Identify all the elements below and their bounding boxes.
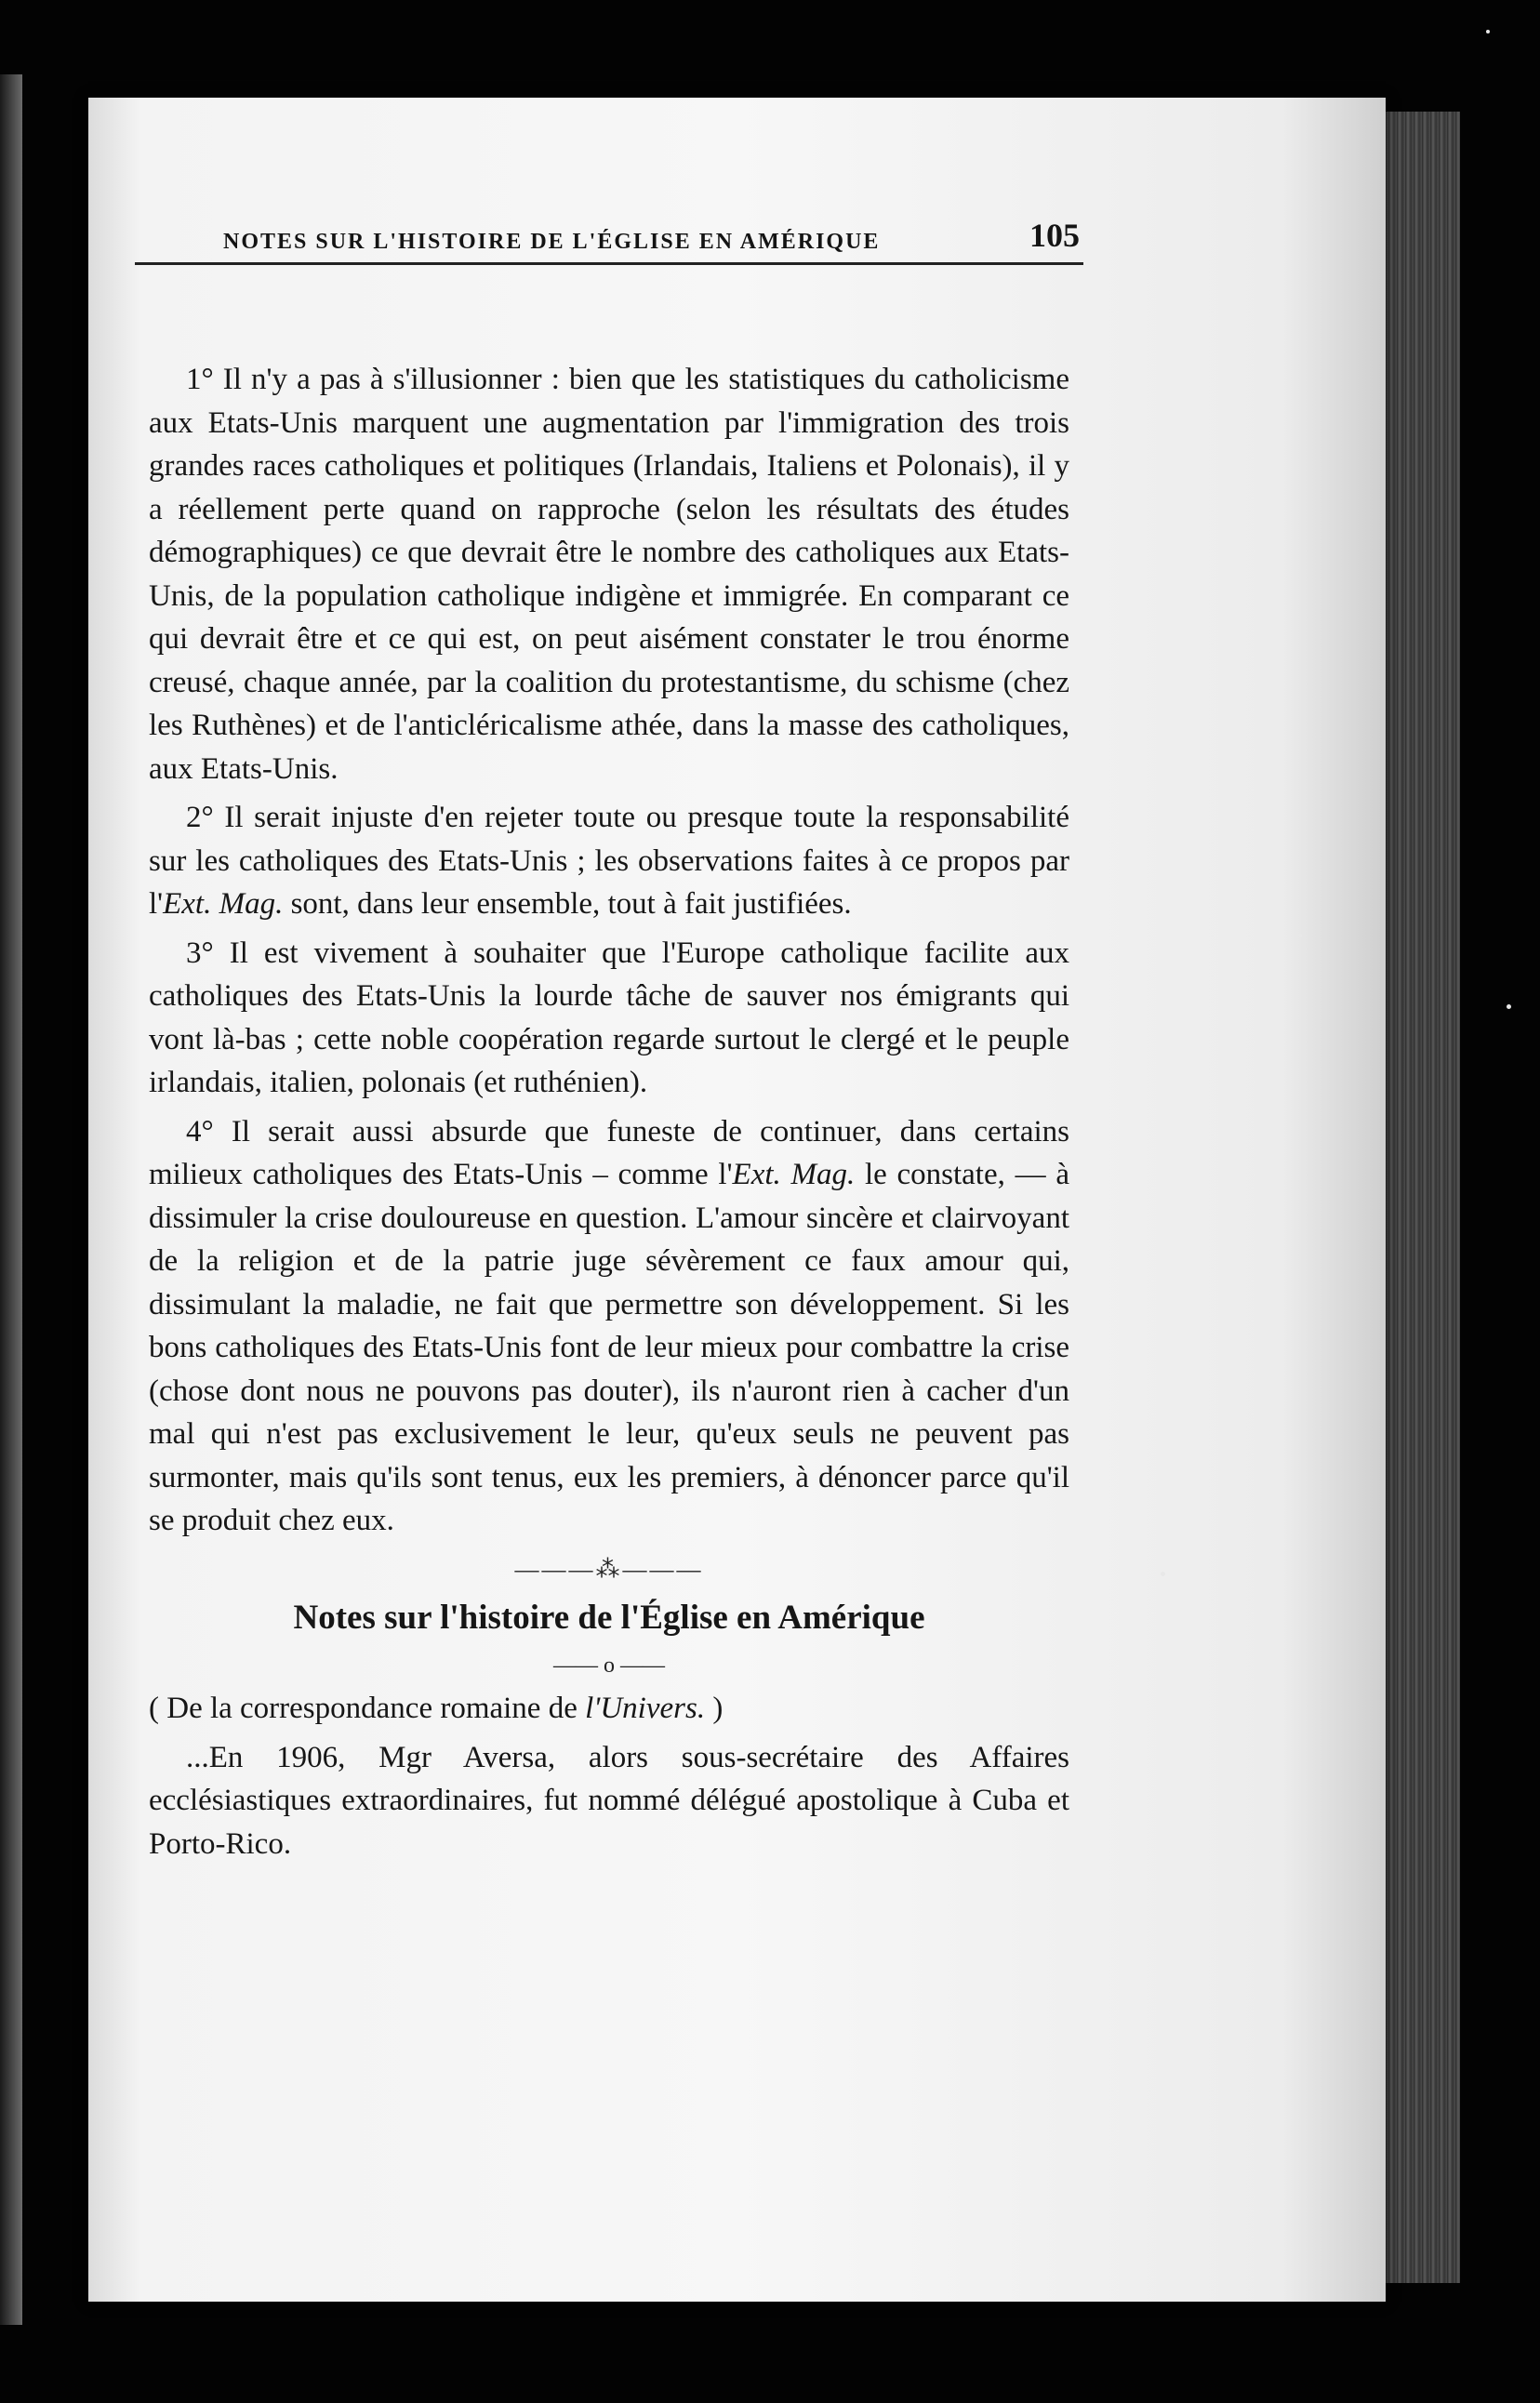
running-header (135, 197, 1083, 265)
dust-speck (1298, 934, 1302, 937)
section-title: Notes sur l'histoire de l'Église en Amérique (293, 1599, 925, 1637)
dust-speck (1486, 30, 1490, 33)
small-separator: —— o —— (553, 1653, 665, 1678)
paragraph-1: 1° Il n'y a pas à s'illusionner : bien que les statistiques du catholicisme aux Etats-Unis marquent une augmentation par l'immigration des trois grandes races catholiques et politiques (Irlandais, Italiens et Polonais), il y a réellement perte quand on rapproche (selon les résultats des études démographiques) ce que devrait être le nombre des catholiques aux Etats-Unis, de la population catholique indigène et immigrée. En comparant ce qui devrait être et ce qui est, on peut aisément constater le trou énorme creusé, chaque année, par la coalition du protestantisme, du schisme (chez les Ruthènes) et de l'anticléricalisme athée, dans la masse des catholiques, aux Etats-Unis. (149, 363, 1069, 786)
source-text-a: ( De la correspondance romaine de (149, 1692, 586, 1725)
body-text (149, 358, 1069, 1871)
paragraph-2 (149, 796, 1069, 926)
dust-speck (1507, 1004, 1511, 1009)
source-italic: l'Univers. (585, 1692, 706, 1725)
page-number: 105 (1029, 217, 1080, 254)
source-text-b: ) (705, 1692, 724, 1725)
paragraph-2-text-a: 2° Il serait injuste d'en rejeter toute ou presque toute la responsabilité sur les catholiques des Etats-Unis ; les observations faites à ce propos par l' (149, 801, 1069, 921)
paragraph-4-text-a: 4° Il serait aussi absurde que funeste de continuer, dans certains milieux catholiques des Etats-Unis – comme l' (149, 1114, 1069, 1191)
paragraph-4-italic: Ext. Mag. (732, 1158, 856, 1191)
previous-page-edge (0, 74, 22, 2325)
running-title: NOTES SUR L'HISTOIRE DE L'ÉGLISE EN AMÉRIQUE (223, 230, 881, 254)
paragraph-4 (149, 1110, 1069, 1543)
section-separator: ———⁂——— (514, 1555, 704, 1583)
paragraph-2-italic: Ext. Mag. (163, 887, 284, 921)
dust-speck (1161, 1572, 1165, 1576)
paragraph-5: ...En 1906, Mgr Aversa, alors sous-secrétaire des Affaires ecclésiastiques extraordinaires, fut nommé délégué apostolique à Cuba et Porto-Rico. (149, 1740, 1069, 1861)
source-line (149, 1687, 1069, 1731)
paragraph-3: 3° Il est vivement à souhaiter que l'Europe catholique facilite aux catholiques des Etats-Unis la lourde tâche de sauver nos émigrants qui vont là-bas ; cette noble coopération regarde surtout le clergé et le peuple irlandais, italien, polonais (et ruthénien). (149, 936, 1069, 1099)
paragraph-2-text-b: sont, dans leur ensemble, tout à fait justifiées. (283, 887, 852, 921)
paragraph-4-text-b: le constate, — à dissimuler la crise douloureuse en question. L'amour sincère et clairvoyant de la religion et de la patrie juge sévèrement ce faux amour qui, dissimulant la maladie, ne fait que permettre son développement. Si les bons catholiques des Etats-Unis font de leur mieux pour combattre la crise (chose dont nous ne pouvons pas douter), ils n'auront rien à cacher d'un mal qui n'est pas exclusivement le leur, qu'eux seuls ne peuvent pas surmonter, mais qu'ils sont tenus, eux les premiers, à dénoncer parce qu'il se produit chez eux. (149, 1158, 1069, 1537)
